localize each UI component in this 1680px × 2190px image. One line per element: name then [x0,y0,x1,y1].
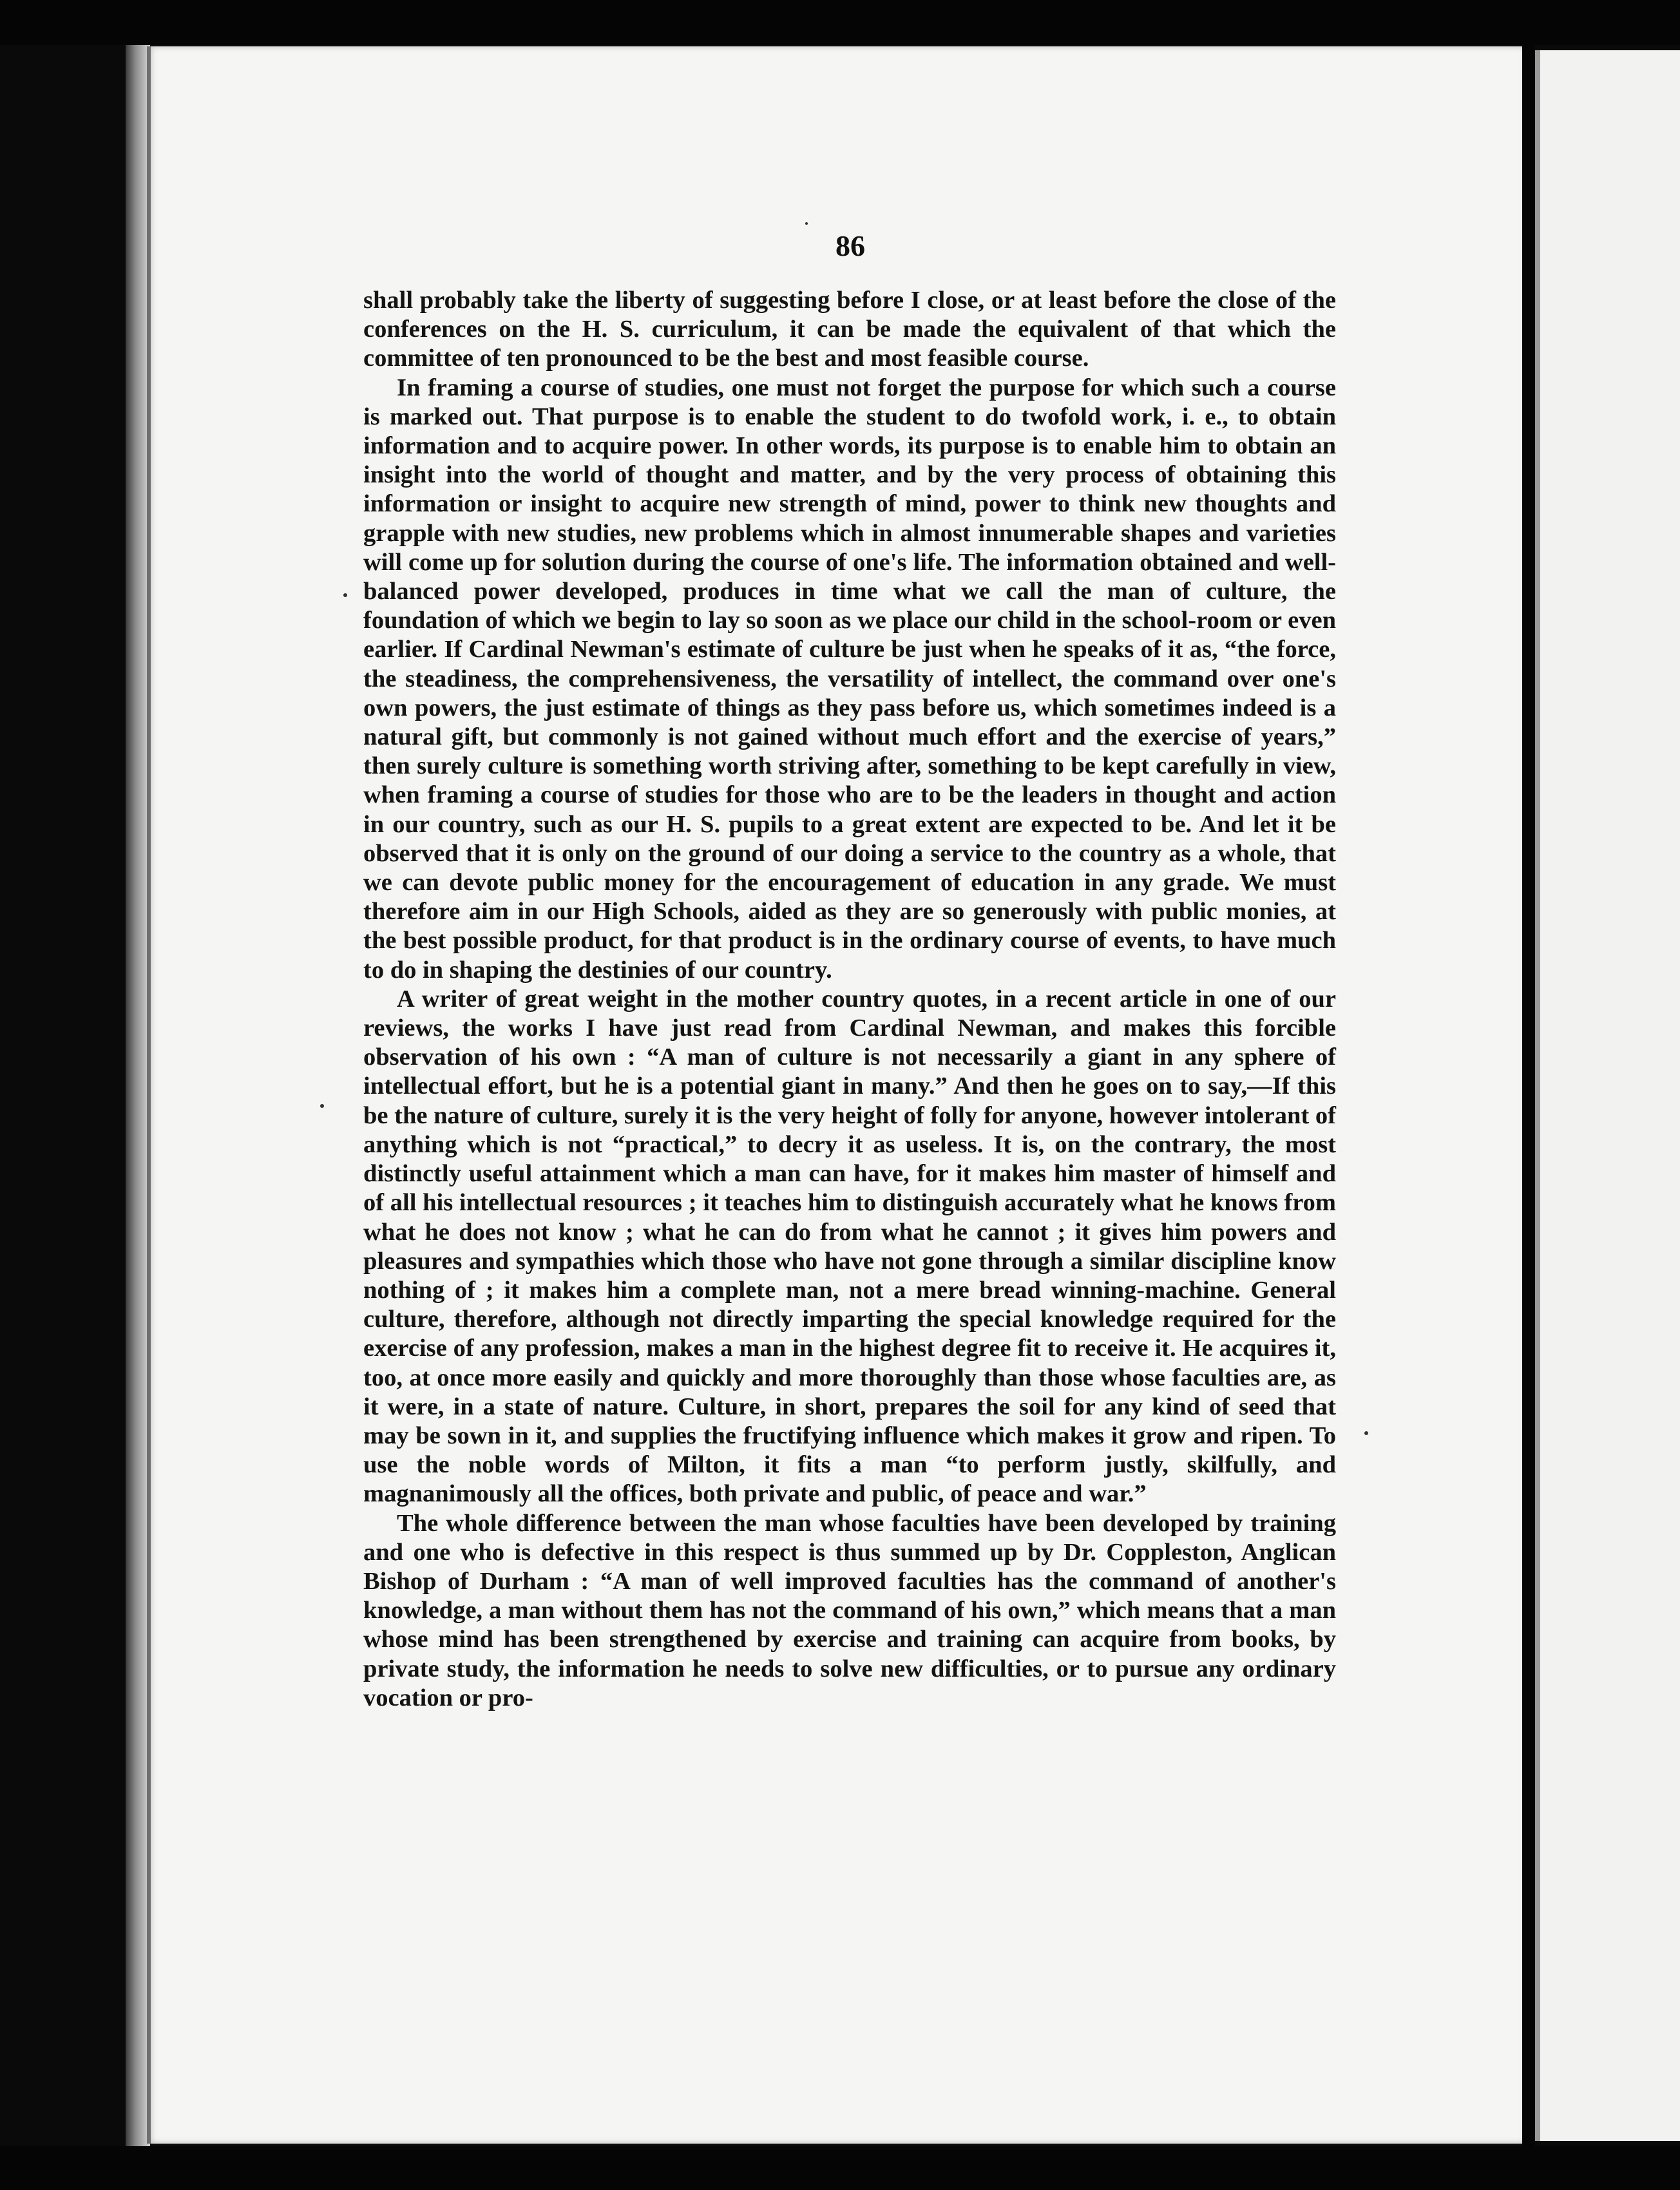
scan-border-bottom [0,2146,1680,2190]
adjacent-page-edge [1535,50,1680,2141]
page-number: 86 [835,229,865,262]
body-text [363,286,1336,1713]
scan-border-top [0,0,1680,45]
paragraph-writer-of-weight: A writer of great weight in the mother country quotes, in a recent article in one of our reviews, the works I have just read from Cardinal Newman, and makes this forcible observation of his own : “A man of culture is not necessarily a giant in any sphere of intellectual effort, but he is a potential giant in many.” And then he goes on to say,—If this be the nature of culture, surely it is the very height of folly for anyone, however intolerant of anything which is not “practical,” to decry it as useless. It is, on the contrary, the most distinctly useful attainment which a man can have, for it makes him master of himself and of all his intellectual resources ; it teaches him to distinguish accurately what he knows from what he does not know ; what he can do from what he cannot ; it gives him powers and pleasures and sympathies which those who have not gone through a similar discipline know nothing of ; it makes him a complete man, not a mere bread winning-machine. General culture, therefore, although not directly imparting the special knowledge required for the exercise of any profession, makes a man in the highest degree fit to receive it. He acquires it, too, at once more easily and quickly and more thoroughly than those whose faculties are, as it were, in a state of nature. Culture, in short, prepares the soil for any kind of seed that may be sown in it, and supplies the fructifying influence which makes it grow and ripen. To use the noble words of Milton, it fits a man “to perform justly, skilfully, and magnanimously all the offices, both private and public, of peace and war.” [363,985,1336,1508]
paragraph-framing-course: In framing a course of studies, one must not forget the purpose for which such a course is marked out. That purpose is to enable the student to do twofold work, i. e., to obtain information and to acquire power. In other words, its purpose is to enable him to obtain an insight into the world of thought and matter, and by the very process of obtaining this information or insight to acquire new strength of mind, power to think new thoughts and grapple with new studies, new problems which in almost innumerable shapes and varieties will come up for solution during the course of one's life. The information obtained and well-balanced power developed, produces in time what we call the man of culture, the foundation of which we begin to lay so soon as we place our child in the school-room or even earlier. If Cardinal Newman's estimate of culture be just when he speaks of it as, “the force, the steadiness, the comprehensiveness, the versatility of intellect, the command over one's own powers, the just estimate of things as they pass before us, which sometimes indeed is a natural gift, but commonly is not gained without much effort and the exercise of years,” then surely culture is something worth striving after, something to be kept carefully in view, when framing a course of studies for those who are to be the leaders in thought and action in our country, such as our H. S. pupils to a great extent are expected to be. And let it be observed that it is only on the ground of our doing a service to the country as a whole, that we can devote public money for the encouragement of education in any grade. We must therefore aim in our High Schools, aided as they are so generously with public monies, at the best possible product, for that product is in the ordinary course of events, to have much to do in shaping the destinies of our country. [363,374,1336,984]
page-left-edge [147,46,151,2144]
scan-speck [343,593,347,597]
paragraph-whole-difference: The whole difference between the man whose faculties have been developed by training and one who is defective in this respect is thus summed up by Dr. Coppleston, Anglican Bishop of Durham : “A man of well improved faculties has the command of another's knowledge, a man without them has not the command of his own,” which means that a man whose mind has been strengthened by exercise and training can acquire from books, by private study, the information he needs to solve new difficulties, or to pursue any ordinary vocation or pro- [363,1509,1336,1711]
page-gutter [1522,45,1535,2146]
scan-speck [320,1104,324,1108]
scan-speck [805,222,808,225]
paragraph-continuation: shall probably take the liberty of suggesting before I close, or at least before the close of the conferences on the H. S. curriculum, it can be made the equivalent of that which the committee of ten pronounced to be the best and most feasible course. [363,287,1336,372]
scan-speck [1364,1431,1368,1435]
adjacent-page-rule [1535,50,1540,2141]
